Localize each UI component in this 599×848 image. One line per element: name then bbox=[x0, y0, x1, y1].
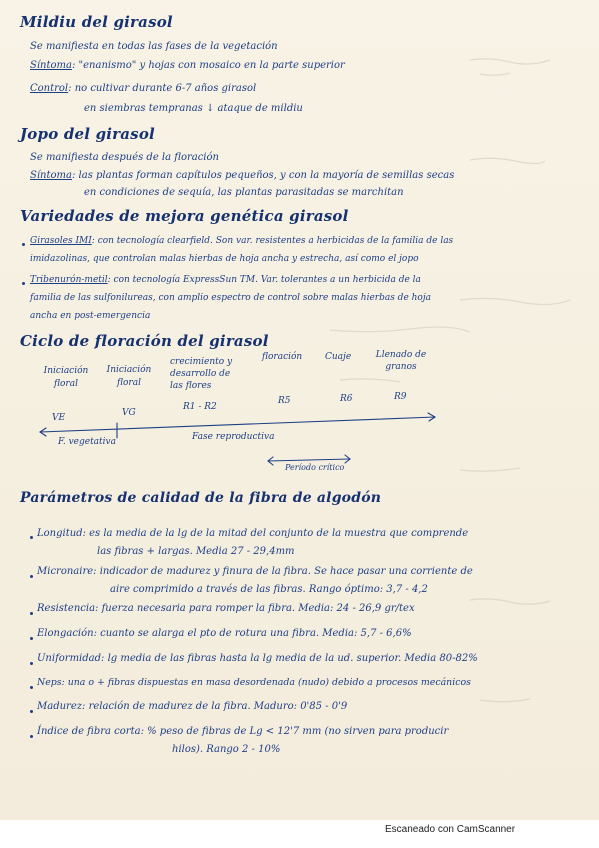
item-text: : % peso de fibras de Lg < 12'7 mm (no sirven para producir bbox=[140, 726, 449, 737]
sintoma-label: Síntoma bbox=[30, 60, 72, 71]
sintoma-text: : "enanismo" y hojas con mosaico en la parte superior bbox=[71, 60, 345, 71]
item-2-text: : con tecnología ExpressSun TM. Var. tolerantes a un herbicida de la bbox=[107, 275, 421, 285]
algodon-item-madurez bbox=[37, 701, 347, 712]
control-label: Control bbox=[30, 83, 69, 94]
mildiu-line-1: Se manifiesta en todas las fases de la vegetación bbox=[30, 41, 278, 52]
stage-line: floral bbox=[117, 378, 141, 388]
timeline-arrow-left bbox=[40, 428, 46, 436]
item-label: Resistencia bbox=[37, 603, 96, 614]
stage-line: crecimiento y bbox=[170, 357, 233, 367]
item-label: Neps bbox=[37, 677, 62, 688]
stage-iniciacion-floral-2 bbox=[103, 364, 155, 390]
stage-floracion: floración bbox=[262, 352, 303, 362]
bullet-dot bbox=[30, 710, 33, 713]
jopo-title: Jopo del girasol bbox=[20, 125, 155, 143]
control-text: : no cultivar durante 6-7 años girasol bbox=[68, 83, 257, 94]
stage-iniciacion-floral-1 bbox=[40, 365, 92, 391]
code-ve: VE bbox=[52, 413, 66, 423]
algodon-item-micronaire-line-2: aire comprimido a través de las fibras. Rango óptimo: 3,7 - 4,2 bbox=[110, 584, 428, 595]
jopo-sintoma-cont: en condiciones de sequía, las plantas parasitadas se marchitan bbox=[84, 187, 404, 198]
stage-line: Llenado de bbox=[375, 350, 427, 360]
item-text: : es la media de la lg de la mitad del conjunto de la muestra que comprende bbox=[82, 528, 469, 539]
item-text: : lg media de las fibras hasta la lg media de la ud. superior. Media 80-82% bbox=[101, 653, 478, 664]
item-label: Madurez bbox=[37, 701, 83, 712]
item-label: Uniformidad bbox=[37, 653, 102, 664]
item-label: Longitud bbox=[37, 528, 83, 539]
item-2-label: Tribenurón-metil bbox=[30, 275, 108, 285]
jopo-sintoma bbox=[30, 170, 454, 181]
stage-line: las flores bbox=[170, 381, 212, 391]
stage-line: desarrollo de bbox=[170, 369, 231, 379]
bullet-dot bbox=[30, 735, 33, 738]
item-1-label: Girasoles IMI bbox=[30, 236, 92, 246]
stage-line: Iniciación bbox=[43, 366, 89, 376]
bullet-dot bbox=[22, 243, 25, 246]
algodon-item-uniformidad bbox=[37, 653, 478, 664]
algodon-item-neps bbox=[37, 677, 471, 688]
algodon-item-indice-fibra-corta-line-1 bbox=[37, 726, 448, 737]
periodo-arrow-right bbox=[345, 455, 350, 463]
bullet-dot bbox=[30, 686, 33, 689]
mildiu-control bbox=[30, 83, 256, 94]
timeline-arrow-right bbox=[428, 413, 435, 421]
variedades-title: Variedades de mejora genética girasol bbox=[20, 207, 349, 225]
item-label: Índice de fibra corta bbox=[37, 726, 141, 737]
stage-line: granos bbox=[385, 362, 417, 372]
algodon-item-resistencia bbox=[37, 603, 415, 614]
bullet-dot bbox=[30, 575, 33, 578]
jopo-line-1: Se manifiesta después de la floración bbox=[30, 152, 219, 163]
algodon-item-longitud-line-2: las fibras + largas. Media 27 - 29,4mm bbox=[97, 546, 295, 557]
bullet-dot bbox=[30, 612, 33, 615]
algodon-item-indice-fibra-corta-line-2: hilos). Rango 2 - 10% bbox=[172, 744, 281, 755]
code-r5: R5 bbox=[278, 396, 291, 406]
item-text: : fuerza necesaria para romper la fibra. Media: 24 - 26,9 gr/tex bbox=[95, 603, 415, 614]
stage-cuaje: Cuaje bbox=[325, 352, 352, 362]
periodo-critico-line bbox=[268, 459, 350, 461]
algodon-title: Parámetros de calidad de la fibra de algodón bbox=[20, 490, 382, 506]
item-text: : una o + fibras dispuestas en masa desordenada (nudo) debido a procesos mecánicos bbox=[61, 677, 471, 688]
mildiu-title: Mildiu del girasol bbox=[20, 13, 173, 31]
variedades-item-2-line-3: ancha en post-emergencia bbox=[30, 311, 151, 321]
stage-crecimiento bbox=[170, 356, 250, 392]
code-r1-r2: R1 - R2 bbox=[183, 402, 217, 412]
bullet-dot bbox=[30, 662, 33, 665]
variedades-item-1-line-1 bbox=[30, 236, 453, 246]
item-label: Elongación bbox=[37, 628, 94, 639]
jopo-sintoma-text: : las plantas forman capítulos pequeños, y con la mayoría de semillas secas bbox=[71, 170, 455, 181]
fase-vegetativa: F. vegetativa bbox=[58, 437, 116, 447]
camscanner-watermark: Escaneado con CamScanner bbox=[385, 824, 516, 835]
code-r9: R9 bbox=[394, 392, 407, 402]
bullet-dot bbox=[30, 536, 33, 539]
stage-llenado bbox=[372, 349, 430, 373]
periodo-arrow-left bbox=[268, 457, 273, 465]
bullet-dot bbox=[30, 637, 33, 640]
item-1-text: : con tecnología clearfield. Son var. resistentes a herbicidas de la familia de las bbox=[91, 236, 454, 246]
variedades-item-2-line-1 bbox=[30, 275, 421, 285]
ciclo-title: Ciclo de floración del girasol bbox=[20, 332, 269, 350]
item-label: Micronaire bbox=[37, 566, 94, 577]
mildiu-control-cont: en siembras tempranas ↓ ataque de mildiu bbox=[84, 103, 303, 114]
periodo-critico: Período crítico bbox=[285, 463, 345, 472]
code-vg: VG bbox=[122, 408, 136, 418]
stage-line: floral bbox=[54, 379, 78, 389]
code-r6: R6 bbox=[340, 394, 353, 404]
algodon-item-micronaire-line-1 bbox=[37, 566, 473, 577]
bullet-dot bbox=[22, 282, 25, 285]
variedades-item-2-line-2: familia de las sulfonilureas, con amplio espectro de control sobre malas hierbas de hoja bbox=[30, 293, 431, 303]
algodon-item-elongacion bbox=[37, 628, 412, 639]
timeline-line bbox=[40, 417, 435, 432]
stage-line: Iniciación bbox=[106, 365, 152, 375]
jopo-sintoma-label: Síntoma bbox=[30, 170, 72, 181]
algodon-item-longitud-line-1 bbox=[37, 528, 468, 539]
mildiu-sintoma bbox=[30, 60, 345, 71]
variedades-item-1-line-2: imidazolinas, que controlan malas hierbas de hoja ancha y estrecha, así como el jopo bbox=[30, 254, 419, 264]
fase-reproductiva: Fase reproductiva bbox=[192, 432, 275, 442]
item-text: : indicador de madurez y finura de la fibra. Se hace pasar una corriente de bbox=[93, 566, 473, 577]
item-text: : cuanto se alarga el pto de rotura una fibra. Media: 5,7 - 6,6% bbox=[93, 628, 412, 639]
item-text: : relación de madurez de la fibra. Maduro: 0'85 - 0'9 bbox=[82, 701, 348, 712]
